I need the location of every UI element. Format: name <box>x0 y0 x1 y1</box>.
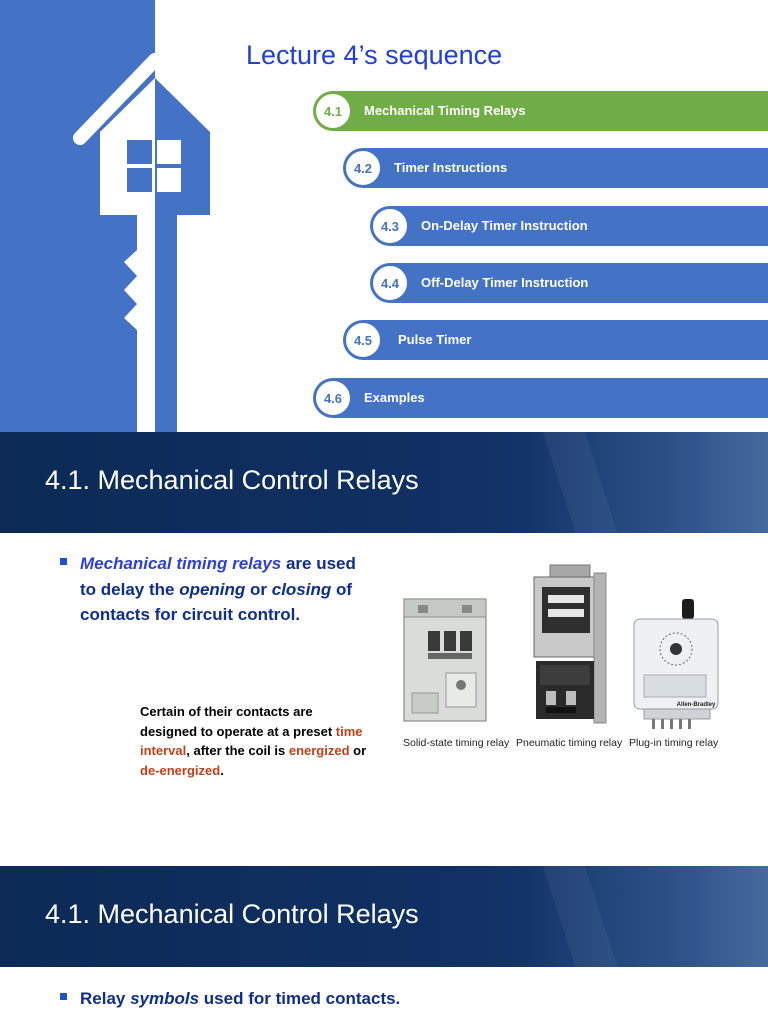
sequence-item-label: Examples <box>364 390 425 405</box>
sequence-number-badge: 4.2 <box>344 149 382 187</box>
caption-pneumatic: Pneumatic timing relay <box>516 737 623 749</box>
term-opening: opening <box>179 579 246 599</box>
text-run: used for timed contacts. <box>199 989 401 1008</box>
term-symbols: symbols <box>130 989 200 1008</box>
text-run: or <box>349 743 367 758</box>
text-run: Certain of their contacts are designed to operate at a preset <box>140 704 336 739</box>
slide-header-band <box>0 866 768 967</box>
sequence-item-label: Timer Instructions <box>394 160 508 175</box>
solid-state-relay-illustration <box>404 599 486 721</box>
sequence-item-4-6[interactable] <box>313 378 768 418</box>
contact-note <box>140 702 370 780</box>
bullet-square-icon <box>60 558 67 565</box>
bullet-text <box>80 551 360 628</box>
term-mechanical-timing-relays: Mechanical timing relays <box>80 554 282 573</box>
brand-label: Allen-Bradley <box>676 702 716 708</box>
slide-lecture-sequence <box>0 0 768 432</box>
sequence-number-badge: 4.6 <box>314 379 352 417</box>
slide-header-band <box>0 432 768 533</box>
caption-solid-state: Solid-state timing relay <box>403 737 510 749</box>
text-run: are used to delay the <box>80 554 356 599</box>
house-key-icon <box>0 0 260 432</box>
pneumatic-relay-illustration <box>534 565 606 723</box>
sequence-number-badge: 4.3 <box>371 207 409 245</box>
bullet-square-icon <box>60 993 67 1000</box>
text-run: . <box>220 762 224 778</box>
term-time-interval: time interval <box>140 723 363 758</box>
text-run: , after the coil is <box>186 743 289 758</box>
page-title: Lecture 4’s sequence <box>246 40 503 70</box>
sequence-item-label: Mechanical Timing Relays <box>364 103 526 118</box>
bullet-paragraph <box>60 551 360 628</box>
text-run: of contacts for circuit control. <box>80 579 353 624</box>
term-closing: closing <box>271 579 332 599</box>
sequence-item-4-4[interactable] <box>370 263 768 303</box>
sequence-item-label: Pulse Timer <box>398 332 472 347</box>
text-run: Relay <box>80 989 131 1008</box>
sequence-item-4-1[interactable] <box>313 91 768 131</box>
text-run: or <box>245 579 272 599</box>
caption-plug-in: Plug-in timing relay <box>629 737 719 749</box>
plug-in-relay-illustration <box>634 599 718 729</box>
sequence-item-4-2[interactable] <box>343 148 768 188</box>
sequence-item-4-5[interactable] <box>343 320 768 360</box>
timing-relays-figure <box>398 553 728 753</box>
sequence-item-label: On-Delay Timer Instruction <box>421 218 588 233</box>
sequence-number-badge: 4.1 <box>314 92 352 130</box>
bullet-text <box>80 986 660 1012</box>
sequence-number-badge: 4.4 <box>371 264 409 302</box>
sequence-item-label: Off-Delay Timer Instruction <box>421 275 589 290</box>
slide-heading: 4.1. Mechanical Control Relays <box>45 899 419 929</box>
term-energized: energized <box>288 743 350 758</box>
sequence-item-4-3[interactable] <box>370 206 768 246</box>
bullet-paragraph <box>60 986 660 1012</box>
sequence-number-badge: 4.5 <box>344 321 382 359</box>
slide-heading: 4.1. Mechanical Control Relays <box>45 465 419 495</box>
term-de-energized: de-energized <box>140 762 221 778</box>
